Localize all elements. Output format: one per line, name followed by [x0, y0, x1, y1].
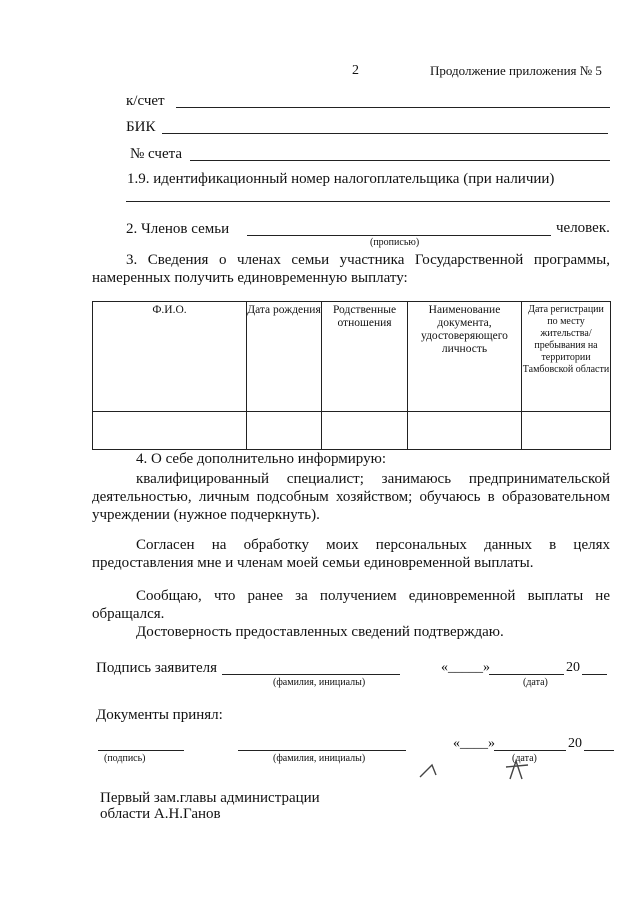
section4-title: 4. О себе дополнительно информирую: — [136, 451, 386, 467]
accepted-date-year-field[interactable] — [584, 750, 614, 751]
notice-line2: обращался. — [92, 606, 165, 622]
family-members-table — [92, 301, 611, 450]
family-members-field[interactable] — [247, 235, 551, 236]
applicant-signature-label: Подпись заявителя — [96, 660, 218, 676]
header-birth-date: Дата рождения — [247, 302, 322, 412]
continuation-note: Продолжение приложения № 5 — [430, 63, 602, 78]
header-id-document: Наименование документа, удостоверяющего личность — [408, 302, 522, 412]
header-full-name: Ф.И.О. — [93, 302, 247, 412]
cell-birth-date[interactable] — [247, 412, 322, 450]
account-number-label: № счета — [130, 146, 183, 162]
section4-line3: учреждении (нужное подчеркнуть). — [92, 507, 320, 523]
section4-line1: квалифицированный специалист; занимаюсь предпринимательской — [136, 471, 610, 487]
accepted-date-year: 20 — [568, 736, 582, 751]
cell-registration-date[interactable] — [522, 412, 611, 450]
applicant-name-hint: (фамилия, инициалы) — [273, 677, 366, 688]
applicant-date-day: «_____» — [441, 660, 490, 675]
applicant-date-year-field[interactable] — [582, 674, 607, 675]
applicant-date-month-field[interactable] — [489, 674, 564, 675]
section4-line2: деятельностью, личным подсобным хозяйством; обучаюсь в образовательном — [92, 489, 610, 505]
documents-accepted-label: Документы принял: — [96, 707, 223, 723]
applicant-date-hint: (дата) — [523, 677, 548, 688]
cell-relationship[interactable] — [322, 412, 408, 450]
bik-field[interactable] — [162, 133, 608, 134]
accepted-date-month-field[interactable] — [494, 750, 566, 751]
table-row — [93, 412, 611, 450]
notice-line3: Достоверность предоставленных сведений подтверждаю. — [136, 624, 504, 640]
officer-signature-field[interactable] — [98, 750, 184, 751]
applicant-name-field[interactable] — [222, 674, 400, 675]
notice-line1: Сообщаю, что ранее за получением единовременной выплаты не — [136, 588, 610, 604]
in-words-hint: (прописью) — [370, 237, 420, 248]
header-registration-date: Дата регистрации по месту жительства/ пребывания на территории Тамбовской области — [522, 302, 611, 412]
inn-field[interactable] — [126, 201, 610, 202]
cell-id-document[interactable] — [408, 412, 522, 450]
handwritten-initials — [410, 755, 540, 785]
officer-name-field[interactable] — [238, 750, 406, 751]
account-number-field[interactable] — [190, 160, 610, 161]
corr-account-field[interactable] — [176, 107, 610, 108]
applicant-date-year: 20 — [566, 660, 580, 675]
accepted-date-day: «____» — [453, 736, 495, 751]
family-members-label: 2. Членов семьи — [126, 221, 230, 237]
accepted-date-hint: (дата) — [512, 753, 537, 764]
section3-line2: намеренных получить единовременную выплату: — [92, 270, 408, 286]
official-name: области А.Н.Ганов — [100, 806, 221, 822]
corr-account-label: к/счет — [126, 93, 165, 109]
cell-full-name[interactable] — [93, 412, 247, 450]
official-title: Первый зам.главы администрации — [100, 790, 320, 806]
persons-label: человек. — [556, 220, 610, 236]
bik-label: БИК — [126, 119, 156, 135]
consent-line2: предоставления мне и членам моей семьи единовременной выплаты. — [92, 555, 534, 571]
header-relationship: Родственные отношения — [322, 302, 408, 412]
page-number: 2 — [352, 63, 359, 78]
inn-label: 1.9. идентификационный номер налогоплательщика (при наличии) — [127, 171, 555, 187]
section3-line1: 3. Сведения о членах семьи участника Государственной программы, — [126, 252, 610, 268]
officer-name-hint: (фамилия, инициалы) — [273, 753, 366, 764]
signature-hint: (подпись) — [104, 753, 146, 764]
consent-line1: Согласен на обработку моих персональных данных в целях — [136, 537, 610, 553]
